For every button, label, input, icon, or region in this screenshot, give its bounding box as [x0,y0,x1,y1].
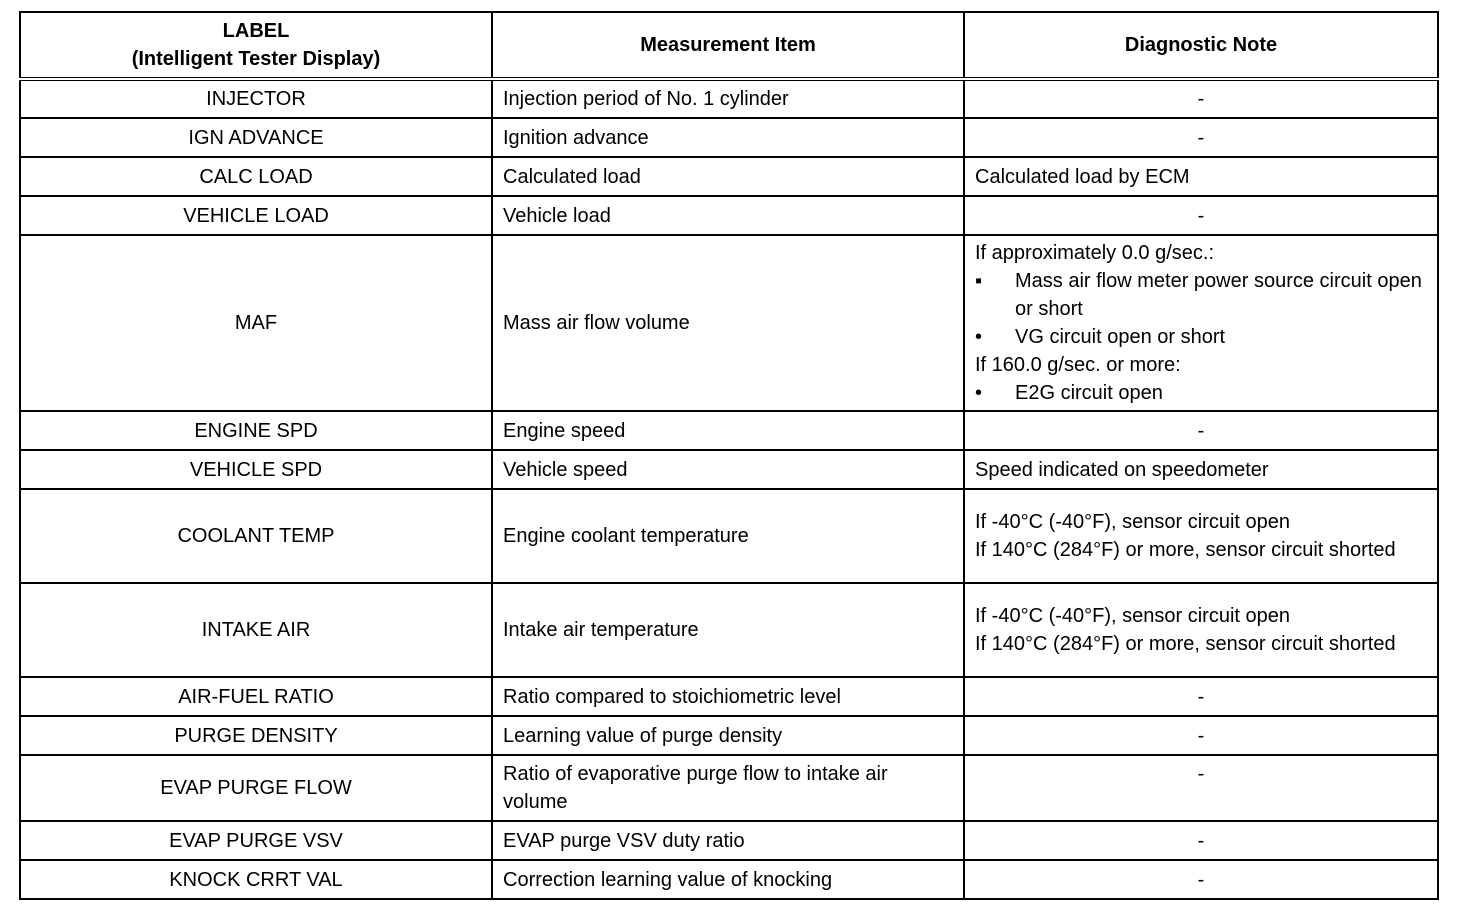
column-header-label [20,12,492,79]
row-measurement: Engine coolant temperature [492,489,964,583]
bullet-square-icon: ▪ [975,270,983,292]
bullet-dot-icon: • [975,382,983,404]
row-measurement: Learning value of purge density [492,716,964,755]
table-row [20,489,1438,583]
row-label: COOLANT TEMP [20,489,492,583]
bullet-text: VG circuit open or short [1015,326,1226,348]
row-note: - [964,821,1438,860]
row-label: ENGINE SPD [20,411,492,450]
row-label: INJECTOR [20,79,492,118]
bullet-item [975,379,1427,407]
table-row [20,677,1438,716]
table-row [20,79,1438,118]
table-row [20,450,1438,489]
row-note: Speed indicated on speedometer [964,450,1438,489]
row-measurement: Injection period of No. 1 cylinder [492,79,964,118]
label-header-line2: (Intelligent Tester Display) [131,48,381,70]
bullet-item [975,323,1427,351]
row-measurement: Mass air flow volume [492,235,964,411]
row-note: - [964,716,1438,755]
table-row [20,411,1438,450]
note-line: If 140°C (284°F) or more, sensor circuit shorted [975,539,1396,561]
table-row [20,755,1438,821]
row-measurement: Engine speed [492,411,964,450]
row-label: EVAP PURGE VSV [20,821,492,860]
row-note [964,489,1438,583]
table-row [20,860,1438,899]
row-measurement: Ignition advance [492,118,964,157]
row-note: - [964,196,1438,235]
row-label: EVAP PURGE FLOW [20,755,492,821]
column-header-diagnostic: Diagnostic Note [964,12,1438,79]
note-line: If approximately 0.0 g/sec.: [975,242,1215,264]
row-label: MAF [20,235,492,411]
row-label: CALC LOAD [20,157,492,196]
table-header-row [20,12,1438,79]
row-label: AIR-FUEL RATIO [20,677,492,716]
row-note: Calculated load by ECM [964,157,1438,196]
row-note: - [964,118,1438,157]
table-row [20,583,1438,677]
row-measurement: Calculated load [492,157,964,196]
row-label: INTAKE AIR [20,583,492,677]
table-row [20,196,1438,235]
bullet-text: E2G circuit open [1015,382,1163,404]
row-measurement: Ratio of evaporative purge flow to intake air volume [492,755,964,821]
bullet-item [975,267,1427,323]
row-label: IGN ADVANCE [20,118,492,157]
bullet-text: Mass air flow meter power source circuit open or short [1015,270,1422,320]
row-measurement: Correction learning value of knocking [492,860,964,899]
table-row [20,821,1438,860]
table-row [20,118,1438,157]
note-line: If -40°C (-40°F), sensor circuit open [975,511,1290,533]
row-label: KNOCK CRRT VAL [20,860,492,899]
row-measurement: Vehicle speed [492,450,964,489]
row-measurement: Ratio compared to stoichiometric level [492,677,964,716]
row-note: - [964,755,1438,821]
row-measurement: EVAP purge VSV duty ratio [492,821,964,860]
table-row [20,235,1438,411]
row-note: - [964,860,1438,899]
row-measurement: Vehicle load [492,196,964,235]
column-header-measurement: Measurement Item [492,12,964,79]
note-line: If 140°C (284°F) or more, sensor circuit shorted [975,633,1396,655]
row-note [964,583,1438,677]
row-measurement: Intake air temperature [492,583,964,677]
data-list-table [19,11,1439,900]
row-note: - [964,79,1438,118]
row-label: PURGE DENSITY [20,716,492,755]
table-row [20,157,1438,196]
row-note [964,235,1438,411]
row-note: - [964,411,1438,450]
row-label: VEHICLE LOAD [20,196,492,235]
label-header-line1: LABEL [222,20,290,42]
row-label: VEHICLE SPD [20,450,492,489]
row-note: - [964,677,1438,716]
table-row [20,716,1438,755]
bullet-dot-icon: • [975,326,983,348]
note-line: If -40°C (-40°F), sensor circuit open [975,605,1290,627]
note-line: If 160.0 g/sec. or more: [975,354,1181,376]
